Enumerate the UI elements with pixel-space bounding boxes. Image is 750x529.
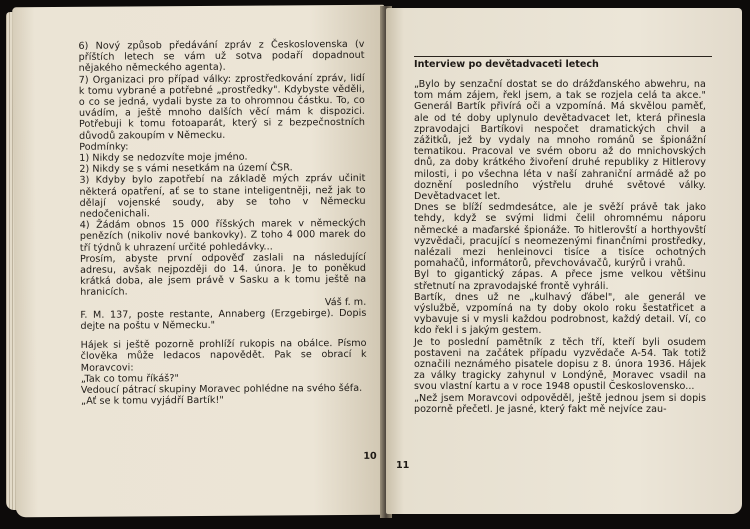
paragraph: „Než jsem Moravcovi odpověděl, ještě jednou jsem si dopis pozorně přečetl. Je jasné, který fakt mě nejvíce zau- [414, 392, 706, 415]
paragraph: 2) Nikdy se s vámi nesetkám na území ČSR. [79, 162, 293, 176]
paragraph: Hájek si ještě pozorně prohlíží rukopis na obálce. Písmo člověka může ledacos napovědět. Pak se obrací k Moravcovi: [80, 338, 367, 374]
paragraph: Dnes se blíží sedmdesátce, ale je svěží právě tak jako tehdy, když se svými lidmi čelil ohromnému náporu německé a maďarské špionáže. To hitlerovští a horthyovští vyzvědači, pracující s neomezenými finančními prostředky, nalézali mezi henleinovci tisíce a tisíce ochotných pomahačů, informátorů, převchovávačů, kurýrů i vrahů. [414, 202, 706, 270]
paragraph: Je to poslední pamětník z těch tří, kteří byli osudem postaveni na začátek případu vyzvědače A-54. Tak totiž označili neznámého pisatele dopisu z 8. února 1936. Hájek za války tragicky zahynul v Londýně, Moravec vsadil na svou vlastní kartu a v roce 1948 opustil Československo... [414, 336, 706, 393]
left-page [12, 5, 388, 518]
paragraph: „Tak co tomu říkáš?" [80, 373, 179, 385]
paragraph: Bartík, dnes už ne „kulhavý ďábel", ale generál ve výslužbě, vzpomíná na ty doby okolo roku šestatřicet a vybavuje si v mysli každou podrobnost, každý detail. Ví, co kdo řekl i s jakým gestem. [414, 291, 706, 337]
paragraph: Vedoucí pátrací skupiny Moravec pohlédne na svého šéfa. [80, 382, 363, 396]
paragraph: Prosím, abyste první odpověď zaslali na následující adresu, avšak nejpozději do 14. února. Je to poněkud krátká doba, ale jsem právě v Sasku a k tomu ještě na hranicích. [79, 251, 367, 299]
paragraph: 7) Organizaci pro případ války: zprostředkování zpráv, lidí k tomu vybrané a potřebné „prostředky". Kdybyste věděli, o co se jedná, vydali byste za to ohromnou částku. To, co uvádím, a ještě mnoho dalších věcí mám k dispozici. Potřebuji k tomu fotoaparát, který si z bezpečnostních důvodů zakoupím v Německu. [78, 72, 366, 142]
chapter-heading: Interview po devětadvaceti letech [414, 56, 712, 73]
right-page-number: 11 [396, 460, 410, 471]
paragraph: 3) Kdyby bylo zapotřebí na základě mých zpráv učinit některá opatření, ať se to stane inteligentněji, než jak to dělají vojenské soudy, aby se toho v Německu nedočenichali. [79, 173, 366, 220]
right-page [386, 8, 742, 514]
paragraph: „Bylo by senzační dostat se do drážďanského abwehru, na tom mám zájem, řekl jsem, a tak se rozjela celá ta akce." Generál Bartík přivírá oči a vzpomíná. Má skvělou paměť, ale od té doby uplynulo devětadvacet let, která přinesla zpravodajci Bartíkovi nespočet dramatických chvil a zážitků, jež by vydaly na mnoho románů se špionážní tematikou. Pracoval ve svém oboru až do mnichovských dnů, za doby krátkého živoření druhé republiky z Hitlerovy milosti, i po všechna léta v naší zahraniční armádě až po doznění posledního výstřelu druhé světové války. Devětadvacet let. [414, 79, 706, 203]
paragraph: Podmínky: [79, 141, 129, 153]
letter-signature: Váš f. m. [324, 296, 367, 308]
paragraph: 6) Nový způsob předávání zpráv z Československa (v příštích letech se vám už sotva podaří dopadnout nějakého německého agenta). [78, 38, 365, 75]
paragraph: Byl to gigantický zápas. A přece jsme velkou většinu střetnutí na zpravodajské frontě vyhráli. [414, 269, 706, 292]
left-page-number: 10 [363, 450, 377, 462]
paragraph: 1) Nikdy se nedozvíte moje jméno. [79, 151, 248, 164]
paragraph: „Ať se k tomu vyjádří Bartík!" [80, 395, 224, 408]
paragraph: 4) Žádám obnos 15 000 říšských marek v německých penězích (nikoliv nové bankovky). Z toho 4 000 marek do tří týdnů k uhrazení určité pohledávky... [79, 218, 366, 254]
paragraph: F. M. 137, poste restante, Annaberg (Erzgebirge). Dopis dejte na poštu v Německu." [80, 307, 367, 332]
left-page-text [78, 39, 367, 407]
right-page-text [414, 79, 706, 415]
